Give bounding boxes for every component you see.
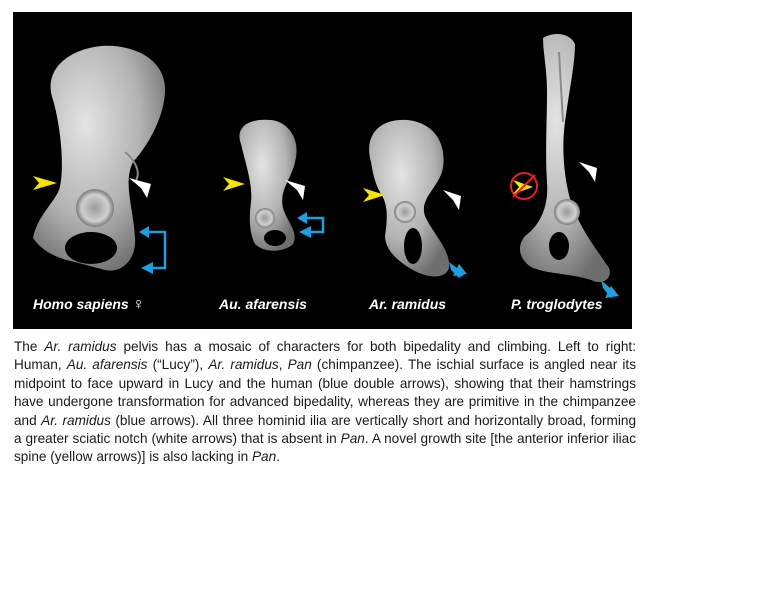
yellow-arrow-afarensis — [223, 177, 245, 191]
female-symbol: ♀ — [132, 296, 145, 313]
label-homo-sapiens: Homo sapiens ♀ — [33, 296, 145, 313]
blue-double-arrow-afarensis — [297, 212, 323, 238]
pelvis-comparison-figure — [13, 12, 632, 329]
label-p-troglodytes: P. troglodytes — [511, 296, 603, 312]
figure-caption: The Ar. ramidus pelvis has a mosaic of characters for both bipedality and climbing. Left to right: Human, Au. afarensis (“Lucy”), Ar. ramidus, Pan (chimpanzee). The ischial surface is angled near its midpoint to face upward in Lucy and the human (blue double arrows), showing that their hamstrings have undergone transformation for advanced bipedality, whereas they are primitive in the chimpanzee and Ar. ramidus (blue arrows). All three hominid ilia are vertically short and horizontally broad, forming a greater sciatic notch (white arrows) that is absent in Pan. A novel growth site [the anterior inferior iliac spine (yellow arrows)] is also lacking in Pan. — [14, 339, 636, 465]
homo-sapiens-pelvis — [33, 46, 165, 271]
white-arrow-homo — [129, 178, 151, 198]
pelvis-illustration — [13, 12, 632, 329]
blue-double-arrow-homo — [139, 226, 165, 274]
label-ar-ramidus: Ar. ramidus — [369, 296, 447, 312]
white-arrow-afarensis — [285, 180, 305, 200]
p-troglodytes-pelvis — [520, 34, 610, 282]
yellow-arrow-homo — [33, 176, 57, 190]
red-slash — [513, 175, 535, 197]
label-au-afarensis: Au. afarensis — [219, 296, 307, 312]
white-arrow-ramidus — [443, 190, 461, 210]
au-afarensis-pelvis — [239, 120, 296, 251]
ar-ramidus-pelvis — [369, 120, 449, 277]
white-arrow-troglodytes — [579, 162, 597, 182]
